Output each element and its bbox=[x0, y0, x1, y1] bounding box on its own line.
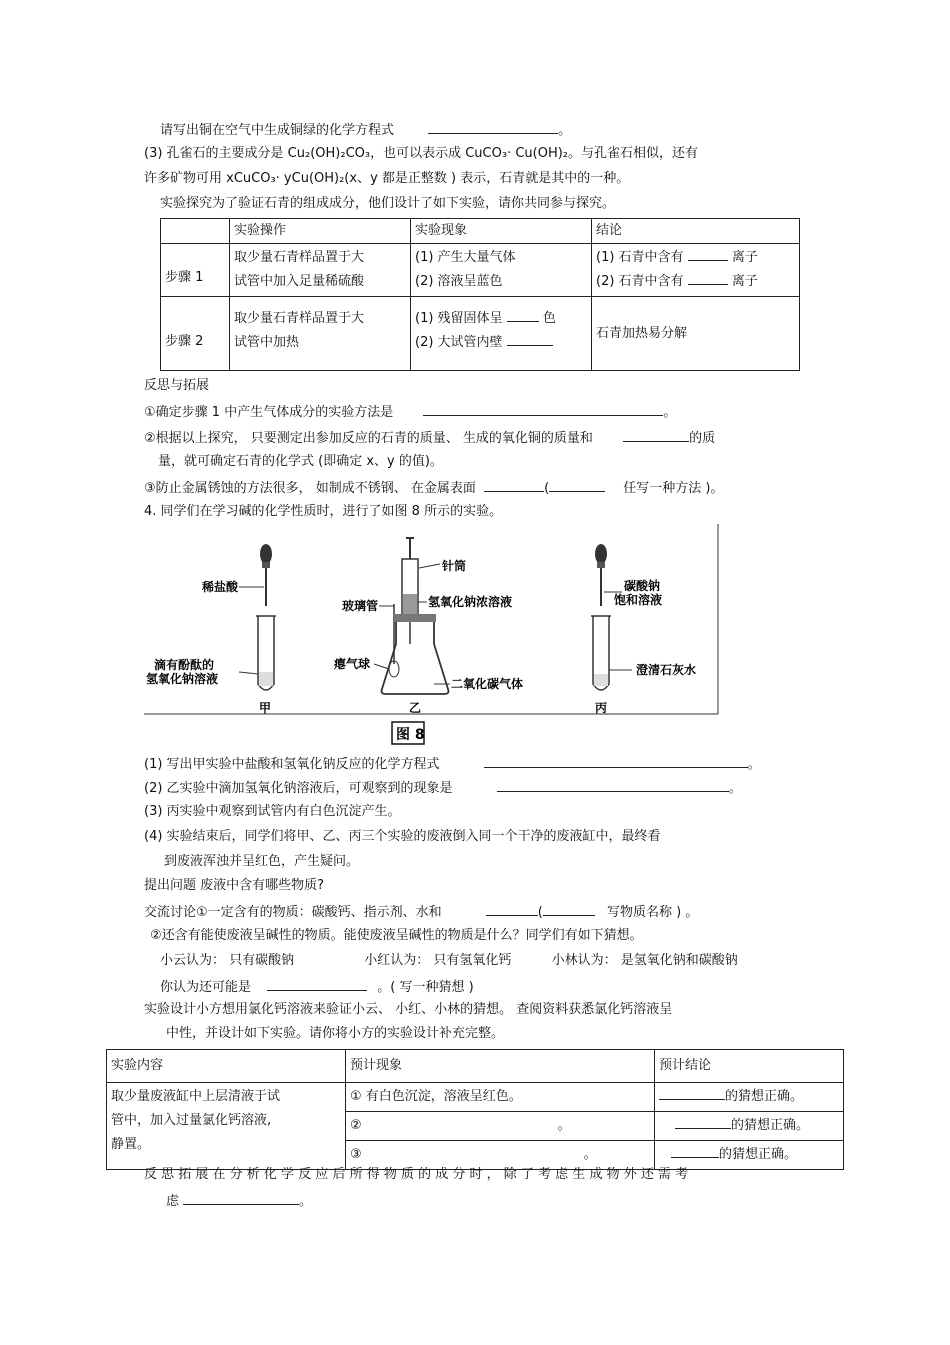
reflect-q2-cont: 量，就可确定石青的化学式 (即确定 x、y 的值)。 bbox=[158, 454, 443, 469]
intro-line-2: (3) 孔雀石的主要成分是 Cu₂(OH)₂CO₃，也可以表示成 CuCO₃· Cu(OH)₂。与孔雀石相似，还有 bbox=[144, 146, 699, 161]
answer-blank[interactable] bbox=[428, 120, 558, 134]
your-guess: 你认为还可能是 。( 写一种猜想 ) bbox=[160, 977, 474, 997]
label-co2: 二氧化碳气体 bbox=[451, 677, 524, 691]
answer-blank[interactable] bbox=[267, 977, 367, 991]
final-reflect-2: 虑 。 bbox=[166, 1191, 312, 1211]
label-na2co3-2: 饱和溶液 bbox=[614, 593, 663, 607]
label-phenol-2: 氢氧化钠溶液 bbox=[146, 672, 219, 686]
apparatus-bing bbox=[591, 544, 696, 715]
table-header-row: 实验操作 实验现象 结论 bbox=[161, 219, 800, 244]
reflect-q2: ②根据以上探究， 只要测定出参加反应的石青的质量、 生成的氧化铜的质量和 的质 bbox=[144, 428, 715, 448]
answer-blank[interactable] bbox=[549, 478, 605, 492]
label-na2co3-1: 碳酸钠 bbox=[624, 579, 661, 593]
discussion-2: ②还含有能使废液呈碱性的物质。能使废液呈碱性的物质是什么？同学们有如下猜想。 bbox=[150, 928, 643, 943]
label-jia: 甲 bbox=[259, 701, 272, 715]
answer-blank[interactable] bbox=[497, 778, 729, 792]
label-naoh: 氢氧化钠浓溶液 bbox=[428, 595, 513, 609]
label-yi: 乙 bbox=[409, 701, 422, 715]
question-4: (4) 实验结束后，同学们将甲、乙、丙三个实验的废液倒入同一个干净的废液缸中，最终看 bbox=[144, 829, 661, 844]
experiment-table-2 bbox=[106, 1049, 844, 1170]
question-4-intro: 4. 同学们在学习碱的化学性质时，进行了如图 8 所示的实验。 bbox=[144, 504, 503, 519]
question-2: (2) 乙实验中滴加氢氧化钠溶液后，可观察到的现象是 。 bbox=[144, 778, 742, 798]
label-phenol-1: 滴有酚酞的 bbox=[154, 658, 215, 672]
apparatus-jia bbox=[146, 544, 276, 715]
answer-blank[interactable] bbox=[507, 332, 553, 346]
label-glass-tube: 玻璃管 bbox=[342, 599, 379, 613]
experiment-table-1 bbox=[160, 218, 800, 371]
answer-blank[interactable] bbox=[543, 902, 595, 916]
label-bing: 丙 bbox=[595, 701, 608, 715]
answer-blank[interactable] bbox=[688, 247, 728, 261]
question-3: (3) 丙实验中观察到试管内有白色沉淀产生。 bbox=[144, 804, 401, 819]
answer-blank[interactable] bbox=[507, 308, 539, 322]
table-row: 步骤 2 取少量石青样品置于大 试管中加热 (1) 残留固体呈 色 (2) 大试管内壁 石青加热易分解 bbox=[161, 297, 800, 371]
dropper-bulb-icon bbox=[260, 544, 272, 564]
answer-blank[interactable] bbox=[484, 754, 748, 768]
flask-icon bbox=[382, 618, 449, 694]
final-reflect-1: 反 思 拓 展 在 分 析 化 学 反 应 后 所 得 物 质 的 成 分 时 ， 除 了 考 虑 生 成 物 外 还 需 考 bbox=[144, 1167, 689, 1182]
dropper-bulb-icon bbox=[595, 544, 607, 564]
apparatus-yi bbox=[333, 538, 523, 715]
label-acid: 稀盐酸 bbox=[202, 580, 239, 594]
reflect-q1: ①确定步骤 1 中产生气体成分的实验方法是 。 bbox=[144, 402, 676, 422]
answer-blank[interactable] bbox=[688, 271, 728, 285]
answer-blank[interactable] bbox=[623, 428, 689, 442]
figure-8 bbox=[144, 524, 720, 749]
guesses: 小云认为： 只有碳酸钠 小红认为： 只有氢氧化钙 小林认为： 是氢氧化钠和碳酸钠 bbox=[160, 953, 738, 968]
answer-blank[interactable] bbox=[486, 902, 538, 916]
answer-blank[interactable] bbox=[183, 1191, 299, 1205]
label-syringe: 针筒 bbox=[442, 559, 467, 573]
table-row: 取少量废液缸中上层清液于试 管中，加入过量氯化钙溶液, 静置。 ① 有白色沉淀，溶液呈红色。 的猜想正确。 bbox=[107, 1083, 844, 1112]
question-1: (1) 写出甲实验中盐酸和氢氧化钠反应的化学方程式 。 bbox=[144, 754, 761, 774]
question-4-cont: 到废液浑浊并呈红色，产生疑问。 bbox=[164, 854, 360, 869]
section-title: 反思与拓展 bbox=[144, 378, 210, 393]
answer-blank[interactable] bbox=[675, 1115, 731, 1129]
answer-blank[interactable] bbox=[423, 402, 663, 416]
intro-line-3: 许多矿物可用 xCuCO₃· yCu(OH)₂(x、y 都是正整数 ) 表示，石青就是其中的一种。 bbox=[144, 171, 630, 186]
discussion-1: 交流讨论①一定含有的物质：碳酸钙、指示剂、水和 ( 写物质名称 ) 。 bbox=[144, 902, 698, 922]
raise-question: 提出问题 废液中含有哪些物质? bbox=[144, 878, 325, 893]
answer-blank[interactable] bbox=[659, 1086, 725, 1100]
design-1: 实验设计小方想用氯化钙溶液来验证小云、 小红、小林的猜想。 查阅资料获悉氯化钙溶液呈 bbox=[144, 1002, 673, 1017]
table-row: 步骤 1 取少量石青样品置于大 试管中加入足量稀硫酸 (1) 产生大量气体 (2) 溶液呈蓝色 (1) 石青中含有 离子 (2) 石青中含有 离子 bbox=[161, 244, 800, 297]
table-header-row: 实验内容 预计现象 预计结论 bbox=[107, 1050, 844, 1083]
label-balloon: 瘪气球 bbox=[334, 657, 371, 671]
answer-blank[interactable] bbox=[484, 478, 544, 492]
design-2: 中性，并设计如下实验。请你将小方的实验设计补充完整。 bbox=[166, 1026, 505, 1041]
answer-blank[interactable] bbox=[671, 1144, 719, 1158]
reflect-q3: ③防止金属锈蚀的方法很多， 如制成不锈钢、 在金属表面 ( 任写一种方法 )。 bbox=[144, 478, 724, 498]
figure-caption: 图 8 bbox=[396, 727, 425, 743]
table-row: ② 。 的猜想正确。 bbox=[107, 1112, 844, 1141]
table-row: ③ 。 的猜想正确。 bbox=[107, 1141, 844, 1170]
intro-line-4: 实验探究为了验证石青的组成成分，他们设计了如下实验，请你共同参与探究。 bbox=[160, 196, 616, 211]
intro-line-1: 请写出铜在空气中生成铜绿的化学方程式 。 bbox=[160, 120, 571, 140]
label-limewater: 澄清石灰水 bbox=[636, 663, 697, 677]
